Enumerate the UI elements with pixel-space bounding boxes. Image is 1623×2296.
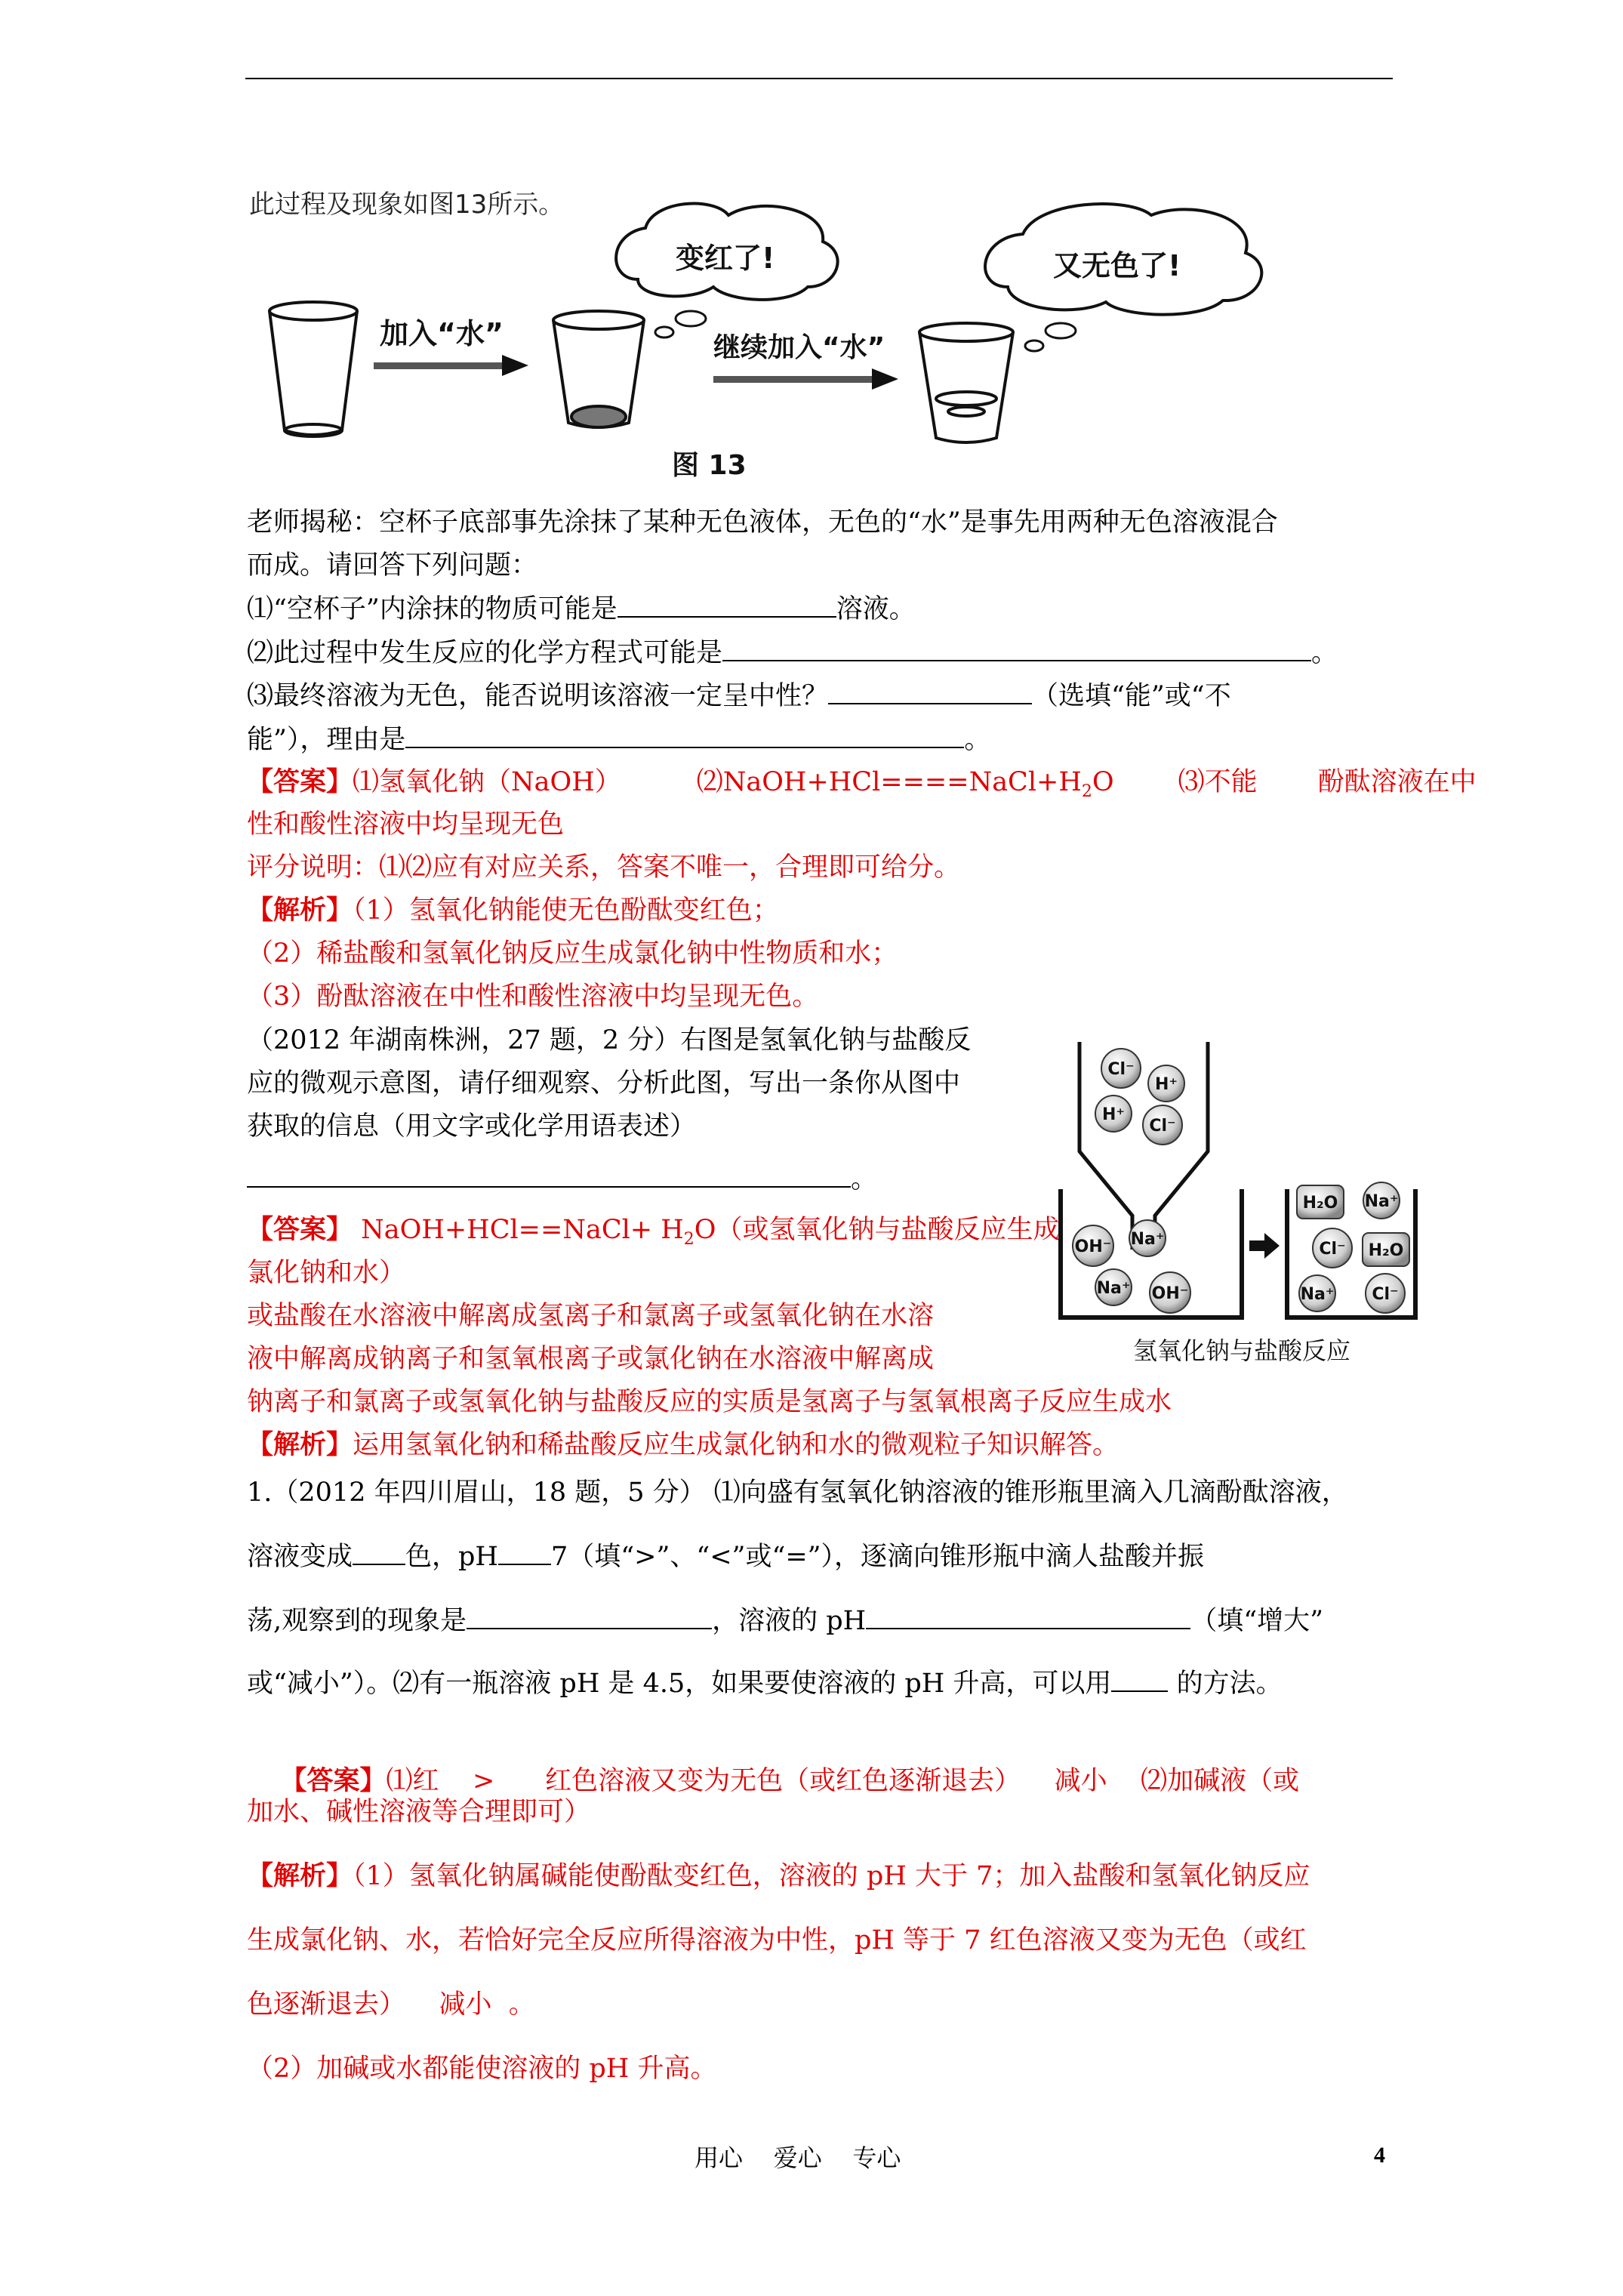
analysis-3-line4: （2）加碱或水都能使溶液的 pH 升高。 <box>247 2054 717 2084</box>
molecule-h2o: H₂O <box>1302 1194 1338 1213</box>
question-intro-line1: 老师揭秘：空杯子底部事先涂抹了某种无色液体，无色的“水”是事先用两种无色溶液混合 <box>247 507 1278 538</box>
answer-blank[interactable] <box>722 637 1311 661</box>
ion-cl: Cl⁻ <box>1149 1117 1176 1136</box>
reaction-arrow-icon <box>1249 1233 1280 1259</box>
answer-blank[interactable] <box>467 1605 712 1629</box>
question-3-line3: 荡,观察到的现象是 ，溶液的 pH （填“增大” <box>247 1606 1323 1636</box>
ion-h: H⁺ <box>1154 1075 1178 1094</box>
empty-cup-icon <box>269 302 357 436</box>
question-intro-line2: 而成。请回答下列问题： <box>247 550 538 581</box>
question-part1: ⑴“空杯子”内涂抹的物质可能是 溶液。 <box>247 594 916 624</box>
question-3-line4: 或“减小”）。⑵有一瓶溶液 pH 是 4.5，如果要使溶液的 pH 升高，可以用 的方法。 <box>247 1669 1283 1699</box>
answer-2-line2: 氯化钠和水） <box>247 1258 406 1288</box>
figure-13-label: 图 13 <box>672 450 747 481</box>
answer-blank[interactable] <box>617 593 836 618</box>
question-part2: ⑵此过程中发生反应的化学方程式可能是 。 <box>247 638 1338 668</box>
ion-na: Na⁺ <box>1096 1279 1131 1298</box>
question-part3: ⑶最终溶液为无色，能否说明该溶液一定呈中性？ （选填“能”或“不 <box>247 681 1231 711</box>
figure-13 <box>245 181 1272 491</box>
ion-h: H⁺ <box>1101 1105 1126 1124</box>
arrow-add-water <box>374 317 528 376</box>
question-3-line2: 溶液变成 色，pH 7（填“>”、“<”或“=”），逐滴向锥形瓶中滴人盐酸并振 <box>247 1542 1205 1572</box>
speech-bubble-turned-red <box>616 204 837 337</box>
ion-na: Na⁺ <box>1130 1230 1165 1249</box>
question-2-line3: 获取的信息（用文字或化学用语表述） <box>247 1111 697 1142</box>
diagram-caption: 氢氧化钠与盐酸反应 <box>1132 1336 1351 1365</box>
answer-blank[interactable] <box>247 1163 851 1188</box>
ion-cl: Cl⁻ <box>1372 1285 1399 1304</box>
answer-3-line1: 【答案】⑴红 > 红色溶液又变为无色（或红色逐渐退去） 减小 ⑵加碱液（或 <box>280 1765 1300 1796</box>
figure-13-top-caption: 此过程及现象如图13所示。 <box>249 190 565 220</box>
page-footer-motto: 用心 爱心 专心 <box>694 2143 901 2172</box>
svg-text:变红了!: 变红了! <box>676 242 775 275</box>
molecule-h2o: H₂O <box>1368 1241 1404 1260</box>
question-2-line1: （2012 年湖南株洲，27 题，2 分）右图是氢氧化钠与盐酸反 <box>247 1025 972 1056</box>
red-cup-icon <box>553 311 644 427</box>
analysis-3-line1: 【解析】（1）氢氧化钠属碱能使酚酞变红色，溶液的 pH 大于 7；加入盐酸和氢氧化钠反应 <box>247 1860 1310 1891</box>
svg-text:加入“水”: 加入“水” <box>380 317 504 350</box>
colorless-cup-icon <box>919 323 1013 442</box>
answer-2-line3: 或盐酸在水溶液中解离成氢离子和氯离子或氢氧化钠在水溶 <box>247 1301 935 1331</box>
answer-3-line2: 加水、碱性溶液等合理即可） <box>247 1797 591 1827</box>
page-number: 4 <box>1374 2143 1385 2168</box>
svg-text:继续加入“水”: 继续加入“水” <box>713 332 885 363</box>
answer-blank[interactable] <box>1111 1668 1168 1692</box>
analysis-1-line3: （3）酚酞溶液在中性和酸性溶液中均呈现无色。 <box>247 982 819 1012</box>
analysis-3-line3: 色逐渐退去） 减小 。 <box>247 1989 535 2020</box>
analysis-1-line2: （2）稀盐酸和氢氧化钠反应生成氯化钠中性物质和水； <box>247 938 898 969</box>
ion-oh: OH⁻ <box>1074 1237 1112 1256</box>
svg-text:又无色了!: 又无色了! <box>1053 249 1181 282</box>
answer-blank[interactable] <box>498 1541 551 1565</box>
ion-oh: OH⁻ <box>1151 1284 1189 1303</box>
dropping-funnel <box>1079 1042 1208 1250</box>
answer-2-line1: 【答案】 NaOH+HCl==NaCl+ $H_2O$（或氢氧化钠与盐酸反应生成 <box>247 1214 1060 1249</box>
answer-1-line1: 【答案】⑴氢氧化钠（NaOH） $⑵NaOH+HCl====NaCl+H_2O$ ⑶不能 酚酞溶液在中 <box>247 766 1477 801</box>
arrow-continue-add-water <box>713 332 898 390</box>
analysis-1-line1: 【解析】（1）氢氧化钠能使无色酚酞变红色； <box>247 895 779 926</box>
question-part3-cont: 能”），理由是 。 <box>247 725 991 755</box>
answer-2-line4: 液中解离成钠离子和氢氧根离子或氯化钠在水溶液中解离成 <box>247 1344 935 1374</box>
ion-cl: Cl⁻ <box>1319 1240 1346 1259</box>
question-2-line2: 应的微观示意图，请仔细观察、分析此图，写出一条你从图中 <box>247 1068 961 1099</box>
answer-blank[interactable] <box>828 680 1032 704</box>
answer-blank[interactable] <box>353 1541 405 1565</box>
answer-blank[interactable] <box>866 1605 1190 1629</box>
speech-bubble-colorless-again <box>985 204 1261 351</box>
header-rule <box>245 78 1393 79</box>
question-3-line1: 1.（2012 年四川眉山，18 题，5 分） ⑴向盛有氢氧化钠溶液的锥形瓶里滴入几滴酚酞溶液， <box>247 1478 1348 1508</box>
analysis-3-line2: 生成氯化钠、水，若恰好完全反应所得溶液为中性，pH 等于 7 红色溶液又变为无色（或红 <box>247 1925 1307 1955</box>
scoring-note: 评分说明：⑴⑵应有对应关系，答案不唯一，合理即可给分。 <box>247 852 961 883</box>
answer-1-line2: 性和酸性溶液中均呈现无色 <box>247 809 565 840</box>
ion-na: Na⁺ <box>1364 1192 1399 1211</box>
analysis-2: 【解析】运用氢氧化钠和稀盐酸反应生成氯化钠和水的微观粒子知识解答。 <box>247 1429 1119 1460</box>
question-2-blank-line: 。 <box>247 1163 877 1196</box>
naoh-hcl-microscopic-diagram <box>1057 1038 1419 1378</box>
ion-cl: Cl⁻ <box>1107 1060 1135 1079</box>
ion-na: Na⁺ <box>1300 1285 1335 1304</box>
answer-blank[interactable] <box>405 724 964 748</box>
answer-2-line5: 钠离子和氯离子或氢氧化钠与盐酸反应的实质是氢离子与氢氧根离子反应生成水 <box>247 1387 1172 1417</box>
